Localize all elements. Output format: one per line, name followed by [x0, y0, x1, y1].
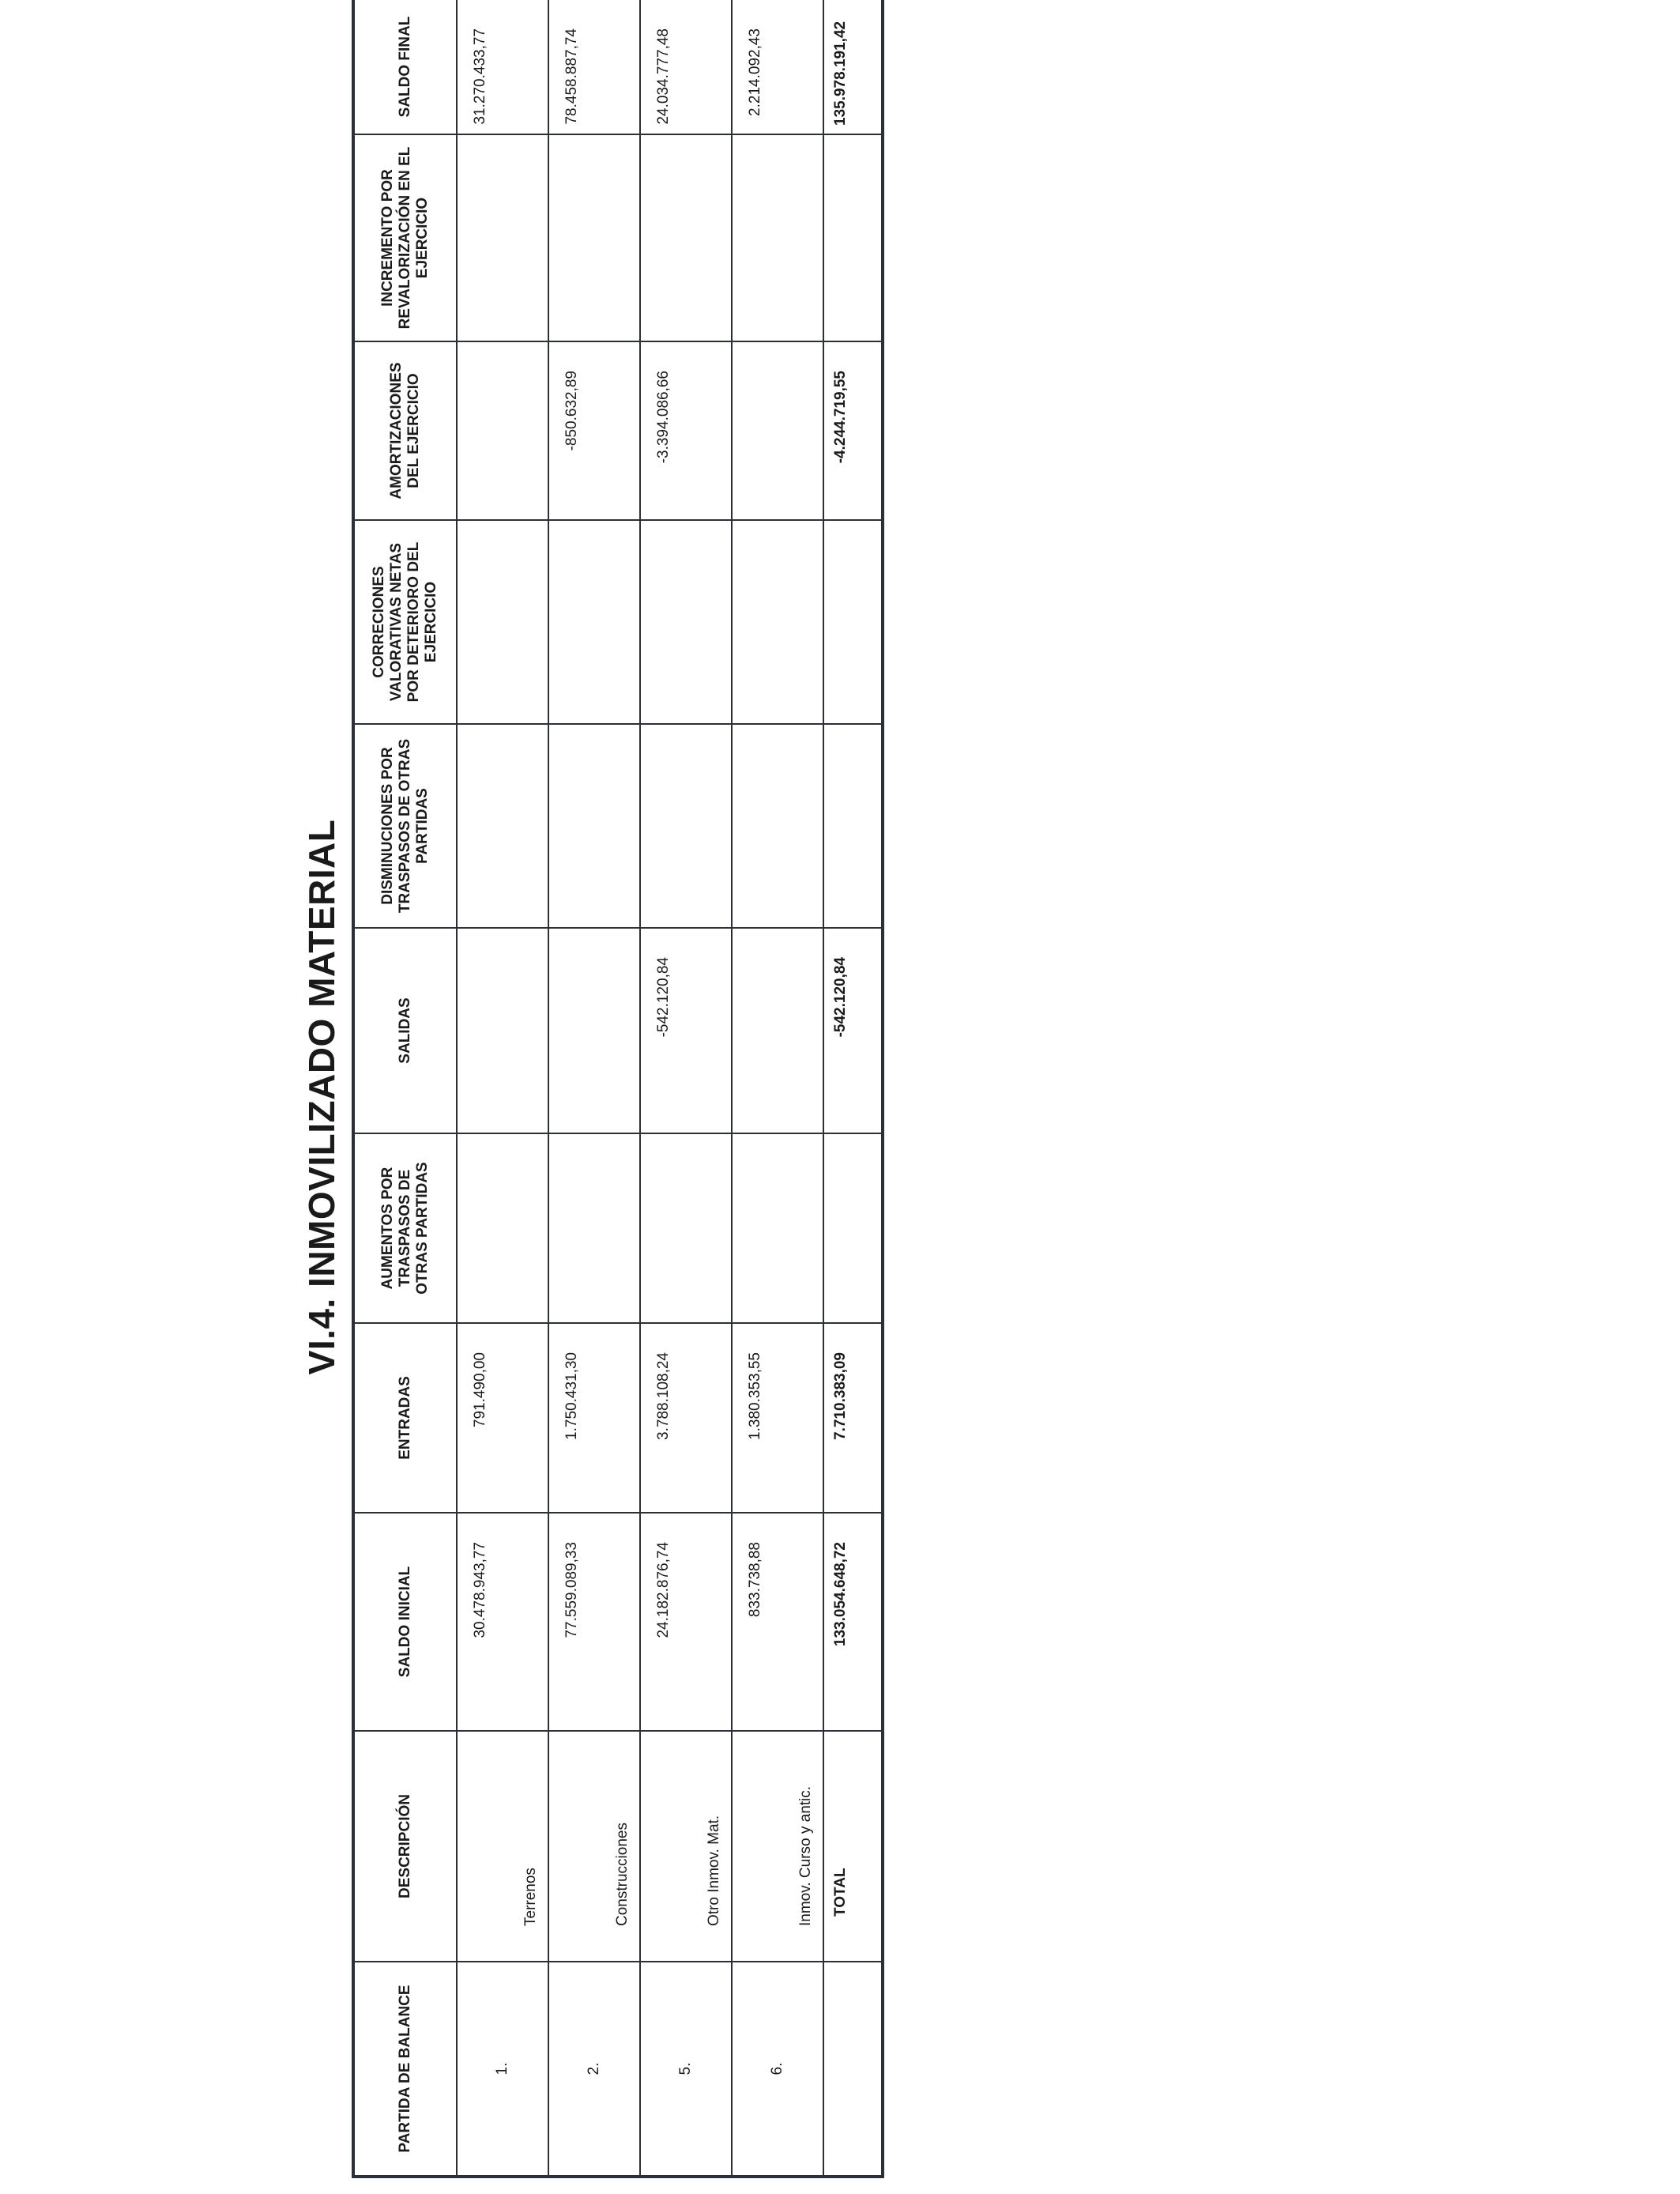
cell-incremento: [640, 134, 732, 341]
cell-entradas: 1.750.431,30: [548, 1323, 640, 1513]
cell-entradas: 1.380.353,55: [732, 1323, 823, 1513]
cell-aumentos: [548, 1133, 640, 1323]
cell-aumentos: [732, 1133, 823, 1323]
page-title: VI.4. INMOVILIZADO MATERIAL: [301, 819, 342, 1375]
cell-amortizaciones: -850.632,89: [548, 341, 640, 520]
header-disminuciones: DISMINUCIONES POR TRASPASOS DE OTRAS PARTIDAS: [353, 724, 457, 928]
cell-incremento: [548, 134, 640, 341]
cell-saldo-inicial: 30.478.943,77: [457, 1513, 548, 1731]
cell-descripcion: Inmov. Curso y antic.: [732, 1731, 823, 1962]
total-salidas: -542.120,84: [823, 928, 883, 1133]
total-label: TOTAL: [823, 1731, 883, 1962]
cell-amortizaciones: [457, 341, 548, 520]
cell-entradas: 3.788.108,24: [640, 1323, 732, 1513]
header-row: [353, 0, 457, 2177]
header-descripcion: DESCRIPCIÓN: [353, 1731, 457, 1962]
cell-salidas: [732, 928, 823, 1133]
header-correcciones: CORRECIONES VALORATIVAS NETAS POR DETERIORO DEL EJERCICIO: [353, 520, 457, 724]
total-correcciones: [823, 520, 883, 724]
total-entradas: 7.710.383,09: [823, 1323, 883, 1513]
cell-correcciones: [457, 520, 548, 724]
header-saldo-inicial: SALDO INICIAL: [353, 1513, 457, 1731]
cell-descripcion: Terrenos: [457, 1731, 548, 1962]
cell-amortizaciones: [732, 341, 823, 520]
cell-saldo-inicial: 833.738,88: [732, 1513, 823, 1731]
cell-saldo-final: 2.214.092,43: [732, 0, 823, 134]
header-salidas: SALIDAS: [353, 928, 457, 1133]
cell-correcciones: [732, 520, 823, 724]
cell-incremento: [732, 134, 823, 341]
cell-saldo-final: 24.034.777,48: [640, 0, 732, 134]
table-row: [640, 0, 732, 2177]
cell-partida: 6.: [732, 1962, 823, 2177]
cell-correcciones: [640, 520, 732, 724]
table-row: [457, 0, 548, 2177]
cell-saldo-inicial: 77.559.089,33: [548, 1513, 640, 1731]
total-saldo-inicial: 133.054.648,72: [823, 1513, 883, 1731]
cell-saldo-final: 78.458.887,74: [548, 0, 640, 134]
header-partida: PARTIDA DE BALANCE: [353, 1962, 457, 2177]
cell-partida: 1.: [457, 1962, 548, 2177]
total-amortizaciones: -4.244.719,55: [823, 341, 883, 520]
cell-partida: 2.: [548, 1962, 640, 2177]
cell-salidas: [457, 928, 548, 1133]
cell-disminuciones: [640, 724, 732, 928]
cell-partida-blank: [823, 1962, 883, 2177]
cell-correcciones: [548, 520, 640, 724]
cell-entradas: 791.490,00: [457, 1323, 548, 1513]
cell-disminuciones: [457, 724, 548, 928]
cell-saldo-final: 31.270.433,77: [457, 0, 548, 134]
cell-aumentos: [640, 1133, 732, 1323]
table-container: [352, 0, 884, 2178]
cell-incremento: [457, 134, 548, 341]
header-saldo-final: SALDO FINAL: [353, 0, 457, 134]
table-row: [732, 0, 823, 2177]
total-disminuciones: [823, 724, 883, 928]
cell-salidas: -542.120,84: [640, 928, 732, 1133]
header-incremento: INCREMENTO POR REVALORIZACIÓN EN EL EJERCICIO: [353, 134, 457, 341]
cell-disminuciones: [548, 724, 640, 928]
cell-descripcion: Otro Inmov. Mat.: [640, 1731, 732, 1962]
inmovilizado-table: [352, 0, 884, 2178]
cell-partida: 5.: [640, 1962, 732, 2177]
header-amortizaciones: AMORTIZACIONES DEL EJERCICIO: [353, 341, 457, 520]
cell-salidas: [548, 928, 640, 1133]
total-saldo-final: 135.978.191,42: [823, 0, 883, 134]
header-aumentos: AUMENTOS POR TRASPASOS DE OTRAS PARTIDAS: [353, 1133, 457, 1323]
total-row: [823, 0, 883, 2177]
cell-disminuciones: [732, 724, 823, 928]
cell-amortizaciones: -3.394.086,66: [640, 341, 732, 520]
cell-saldo-inicial: 24.182.876,74: [640, 1513, 732, 1731]
header-entradas: ENTRADAS: [353, 1323, 457, 1513]
table-row: [548, 0, 640, 2177]
total-incremento: [823, 134, 883, 341]
cell-descripcion: Construcciones: [548, 1731, 640, 1962]
cell-aumentos: [457, 1133, 548, 1323]
total-aumentos: [823, 1133, 883, 1323]
